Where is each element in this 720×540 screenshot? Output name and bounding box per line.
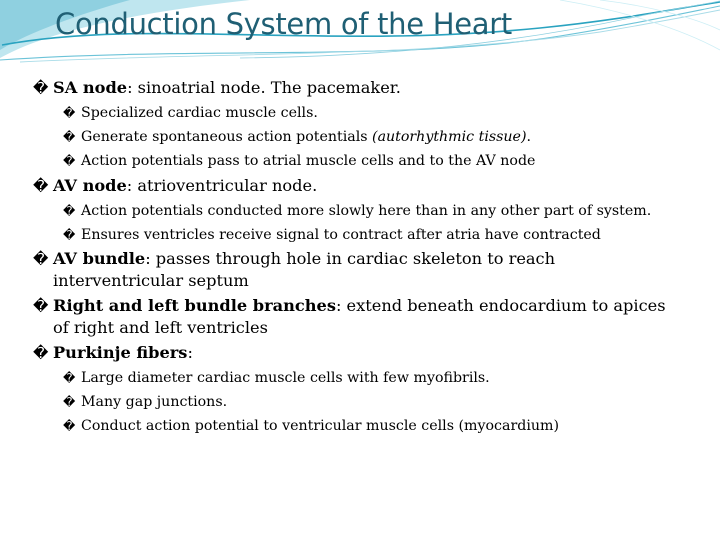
bullet-glyph-icon: � — [63, 154, 76, 168]
bullet-bundle-branches: � Right and left bundle branches: extend beneath endocardium to apices of right and left ventricles — [33, 296, 666, 337]
bullet-glyph-icon: � — [33, 344, 49, 362]
bullet-glyph-icon: � — [63, 371, 76, 385]
bullet-av-node: � AV node: atrioventricular node. — [33, 176, 318, 195]
sub-bullet: � Specialized cardiac muscle cells. — [63, 105, 318, 121]
sub-bullet: � Large diameter cardiac muscle cells with few myofibrils. — [63, 370, 490, 386]
sub-bullet: � Action potentials pass to atrial muscle cells and to the AV node — [63, 153, 536, 169]
bullet-glyph-icon: � — [63, 106, 76, 120]
bullet-glyph-icon: � — [63, 130, 76, 144]
bullet-glyph-icon: � — [33, 79, 49, 97]
bullet-glyph-icon: � — [63, 395, 76, 409]
bullet-av-bundle: � AV bundle: passes through hole in cardiac skeleton to reach interventricular septum — [33, 249, 556, 290]
bullet-glyph-icon: � — [63, 204, 76, 218]
slide-body — [33, 73, 673, 436]
bullet-sa-node: � SA node: sinoatrial node. The pacemaker. — [33, 78, 401, 97]
sub-bullet: � Generate spontaneous action potentials (autorhythmic tissue). — [63, 129, 532, 145]
sub-bullet: � Many gap junctions. — [63, 394, 228, 410]
slide-title: Conduction System of the Heart — [55, 7, 512, 41]
sub-bullet: � Action potentials conducted more slowly here than in any other part of system. — [63, 203, 652, 219]
bullet-glyph-icon: � — [33, 250, 49, 268]
bullet-glyph-icon: � — [33, 177, 49, 195]
sub-bullet: � Ensures ventricles receive signal to contract after atria have contracted — [63, 227, 601, 243]
bullet-glyph-icon: � — [33, 297, 49, 315]
bullet-purkinje-fibers: � Purkinje fibers: — [33, 343, 193, 362]
bullet-glyph-icon: � — [63, 228, 76, 242]
sub-bullet: � Conduct action potential to ventricular muscle cells (myocardium) — [63, 418, 559, 434]
bullet-glyph-icon: � — [63, 419, 76, 433]
